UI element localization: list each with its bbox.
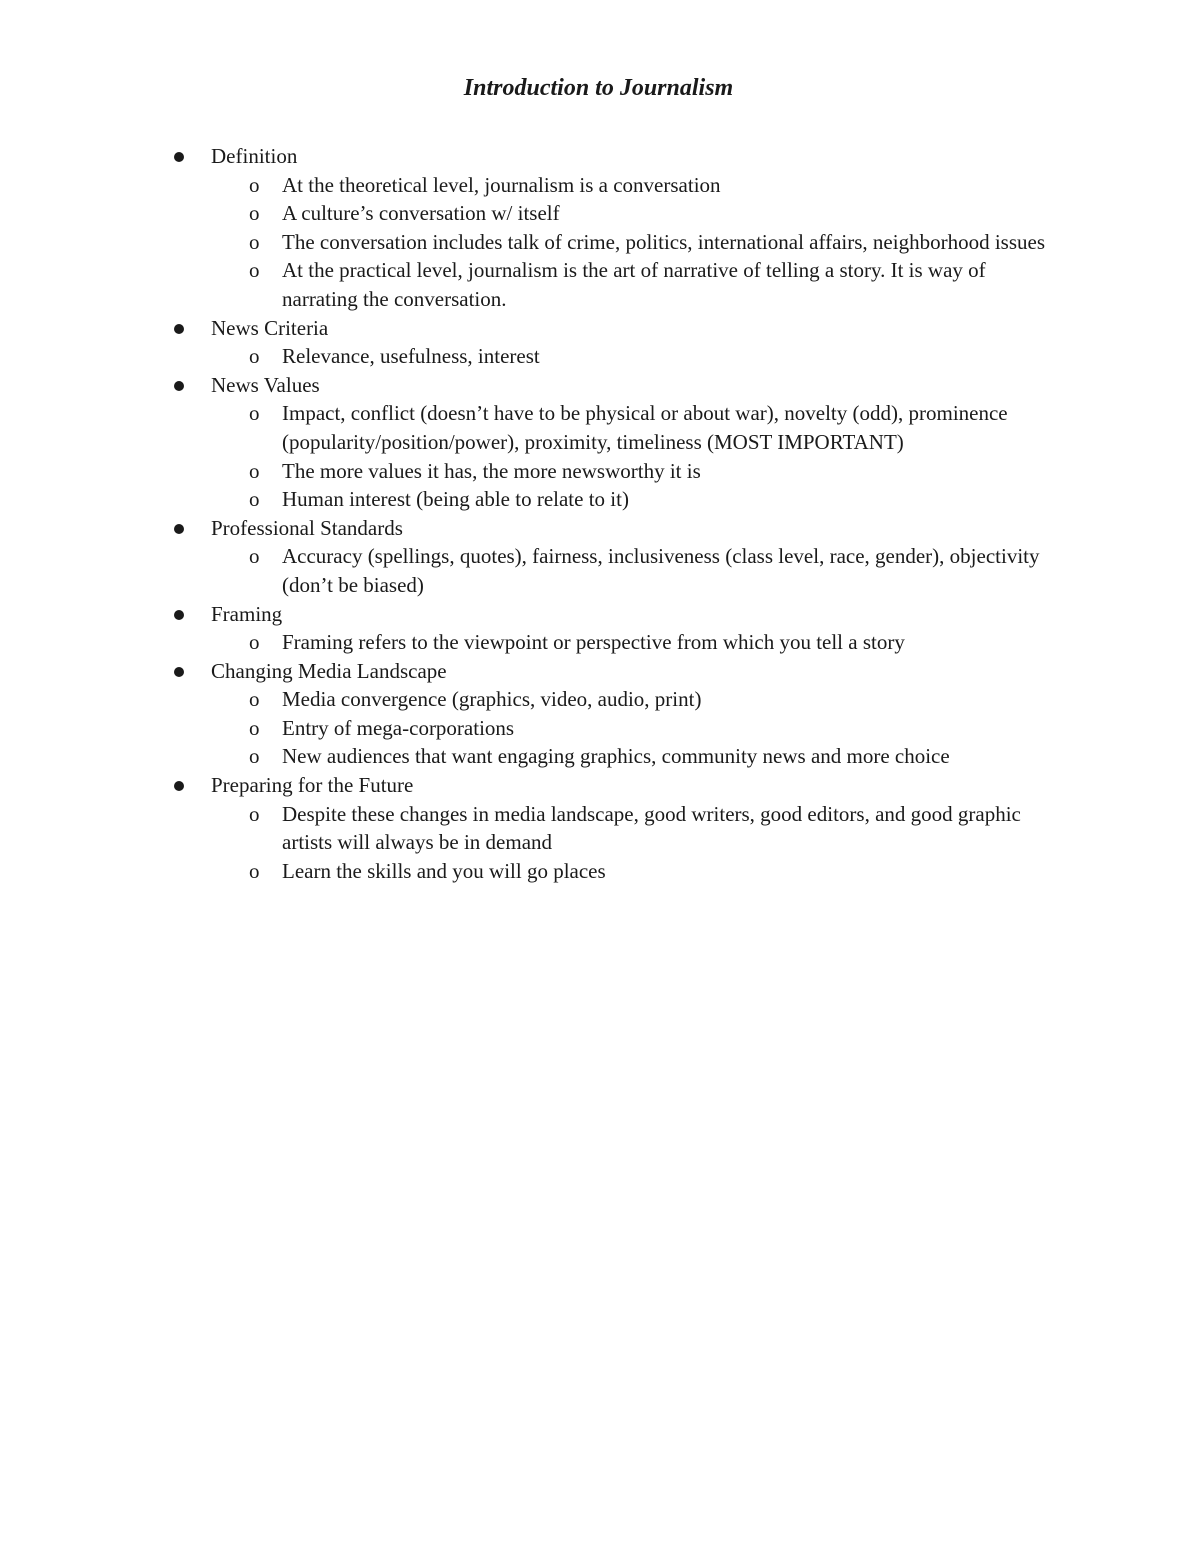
topic-heading: News Criteria [211,315,329,340]
bullet-circle-icon: o [249,487,260,512]
bullet-dot-icon [174,667,184,677]
sub-item [0,457,1200,486]
sub-item-text: Relevance, usefulness, interest [282,344,540,369]
sub-item [0,628,1200,657]
sub-item [0,685,1200,714]
sub-item [0,171,1200,200]
sub-item [0,742,1200,771]
sub-item-text: Impact, conflict (doesn’t have to be physical or about war), novelty (odd), prominence (popularity/position/power), proximity, timeliness (MOST IMPORTANT) [282,401,1008,454]
sub-item-text: Human interest (being able to relate to it) [282,487,629,512]
sub-item [0,228,1200,257]
topic-heading: Changing Media Landscape [211,658,447,683]
bullet-circle-icon: o [249,858,260,883]
sub-item-text: Framing refers to the viewpoint or perspective from which you tell a story [282,630,905,655]
bullet-circle-icon: o [249,201,260,226]
bullet-circle-icon: o [249,744,260,769]
topic-item [0,600,1200,629]
sub-item-text: At the practical level, journalism is the art of narrative of telling a story. It is way of narrating the conversation. [282,258,986,311]
topic-heading: Definition [211,144,298,168]
sub-item-text: Despite these changes in media landscape, good writers, good editors, and good graphic artists will always be in demand [282,801,1021,855]
sub-item-text: Learn the skills and you will go places [282,858,606,883]
bullet-circle-icon: o [249,258,260,283]
bullet-dot-icon [174,781,184,791]
bullet-circle-icon: o [249,715,260,740]
sub-item [0,399,1200,456]
topic-item [0,657,1200,686]
sub-item [0,714,1200,743]
topic-item [0,314,1200,343]
bullet-circle-icon: o [249,401,260,426]
bullet-dot-icon [174,524,184,534]
sub-item-text: The conversation includes talk of crime, politics, international affairs, neighborhood issues [282,229,1045,254]
sub-item-text: The more values it has, the more newsworthy it is [282,458,701,483]
topic-heading: Framing [211,601,283,626]
sub-item-text: A culture’s conversation w/ itself [282,201,560,226]
bullet-dot-icon [174,152,184,162]
sub-item [0,857,1200,886]
sub-item-text: At the theoretical level, journalism is a conversation [282,172,721,197]
topic-item [0,142,1200,171]
topic-heading: Preparing for the Future [211,773,414,798]
bullet-circle-icon: o [249,229,260,254]
bullet-circle-icon: o [249,458,260,483]
topic-heading: News Values [211,372,320,397]
topic-item [0,371,1200,400]
document-title: Introduction to Journalism [463,75,734,101]
bullet-circle-icon: o [249,344,260,369]
sub-item-text: Entry of mega-corporations [282,715,515,740]
bullet-dot-icon [174,324,184,334]
topic-heading: Professional Standards [211,515,403,540]
sub-item-text: Media convergence (graphics, video, audio, print) [282,687,702,712]
bullet-dot-icon [174,610,184,620]
sub-item-text: New audiences that want engaging graphics, community news and more choice [282,744,950,769]
sub-item [0,199,1200,228]
topic-item [0,771,1200,800]
bullet-circle-icon: o [249,172,260,197]
bullet-circle-icon: o [249,544,260,569]
bullet-circle-icon: o [249,801,260,826]
sub-item [0,542,1200,599]
outline-list [0,142,1200,885]
sub-item [0,800,1200,857]
sub-item-text: Accuracy (spellings, quotes), fairness, inclusiveness (class level, race, gender), objectivity (don’t be biased) [282,544,1040,597]
bullet-circle-icon: o [249,687,260,712]
sub-item [0,485,1200,514]
topic-item [0,514,1200,543]
bullet-circle-icon: o [249,630,260,655]
sub-item [0,342,1200,371]
bullet-dot-icon [174,381,184,391]
sub-item [0,256,1200,313]
